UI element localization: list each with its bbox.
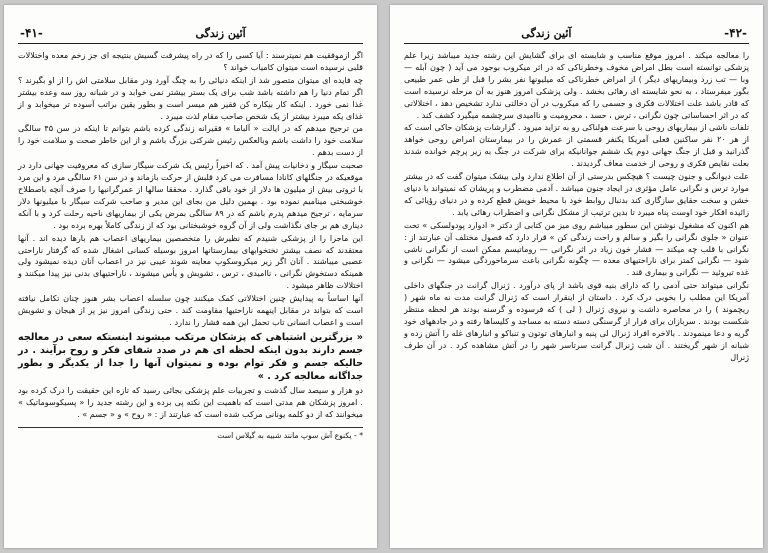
right-paragraph: نگرانی میتواند حتی آدمی را که دارای بنیه قوی باشد از پای درآورد . ژنرال گرانت در جنگهای داخلی آمریکا این مطلب را بخوبی درک کرد . داستان از اینقرار است که ژنرال گرانت مدت نه ماه شهر ( ریچموند ) را در محاصره داشت و نیروی ژنرال ( لی ) که فرسوده و گرسنه بودند هر لحظه منتظر شکست بودند . سربازان برای فرار از گرسنگی دسته دسته به مساجد و کلیساها رفته و در جادههای خود گریه و دعا مینمودند . بالاخره افراد ژنرال لی پنبه و انبارهای توتون و تنباکو و انبارهای غله را آتش زده و شبانه از شهر گریختند . آن شب ژنرال گرانت سرتاسر شهر را در آتش مشاهده کرد . در آن طرف ژنرال	[404, 280, 749, 362]
left-paragraph: من ترجیح میدهم که در ایالت « آلباما » فقیرانه زندگی کرده باشم بتوانم تا اینکه در سن ۴۵ سالگی سلامت خود را داشت باشم وبالعکس رئیس شرکتی بزرگ باشم و از این خاطر صحت و سلامت خود را از دست بدهم .	[18, 123, 363, 158]
left-paragraph: این ماجرا را از پزشکی شنیدم که نظیرش را متخصصین بیماریهای اعصاب هم بارها دیده اند . آنها معتقدند که نصف بیشتر تختخوابهای بیمارستانها امروز بوسیله کسانی اشغال شده که گرفتار ناراحتی عصبی میباشند . آنان اگر زیر میکروسکوپ معاینه شوند عیبی نیز در اعصاب آنان دیده نمیشود ولی همینکه دستخوش نگرانی ، ناامیدی ، ترس ، تشویش و یأس میشوند ، ناراحتیهای بدنی نیز پیدا میکنند و اختلالات ظاهر میشود .	[18, 232, 363, 291]
left-paragraph: صحبت سیگار و دخانیات پیش آمد . که اخیراً رئیس یک شرکت سیگار سازی که معروفیت جهانی دارد در موقعیکه در جنگلهای کانادا مسافرت می کرد قلبش از حرکت بازماند و در سن ۶۱ سالگی مرد و این مرد با ثروتی بیش از میلیون ها دلار از خود باقی گذارد . محققا سالها از عمرگرانبها را صرف آنچه باصطلاح خوشبختی مینامیم نموده بود . بهمین دلیل من بجای این مدیر و صاحب شرکت سیگار با میلیونها دلار سرمایه ، ترجیح میدهم پدرم باشم که در ۸۹ سالگی بمرض یکی از بیماریهای ناحیه رحلت کرد و با آنکه دیناری هم بر جای نگذاشت ولی از آن گروه خوشبختانی بود که از زندگی کاملاً بهره برده بود .	[18, 160, 363, 230]
right-page-body	[404, 50, 749, 364]
left-footnote: * - یکنوع آش سوپ مانند شبیه به گیلاس است	[217, 430, 363, 440]
right-paragraph: تلفات ناشی از بیماریهای روحی با سرعت هولناکی رو به تزاید میرود . گزارشات پزشکان حاکی است که از هر ۲۰ نفر ساکنین فعلی آمریکا یکنفر قسمتی از عمرش را در بیمارستان امراض روحی خواهد گذرانید و قبل از جنگ جهانی دوم یک ششم جوانانیکه برای شرکت در جنگ به زیر پرچم خوانده شدند بعلت نقایص فکری و روحی از خدمت معاف گردیدند .	[404, 122, 749, 169]
left-page-number: -۴۱-	[20, 26, 43, 40]
right-running-title: آئین زندگی	[521, 27, 572, 40]
right-page-content	[404, 25, 749, 538]
footnote-rule	[18, 427, 363, 428]
left-paragraph: چه فایده ای میتوان متصور شد از اینکه دنیائی را به چنگ آورد ودر مقابل سلامتی اش را از او بگیرند ؟ اگر تمام دنیا را هم داشته باشد شب برای یک بستر بیشتر نمی خوابد و در شبانه روز سه وعده بیشتر غذا نمی خورد . اینکه کار بیکاره کن فقیر هم میسر است و بطور یقین براتب آسوده تر میخوابد و از غذای یکه میبرد بیشتر از یک شخص صاحب مقام لذت میبرد .	[18, 74, 363, 121]
right-paragraph: علت دیوانگی و جنون چیست ؟ هیچکس بدرستی از آن اطلاع ندارد ولی بیشک میتوان گفت که در بیشتر موارد ترس و نگرانی عامل مؤثری در ایجاد جنون میباشد . آدمی مضطرب و پریشان که نمیتواند با دنیای خشن و سخت حقایق سازگاری کند بدنبال روابط خود با محیط خویش قطع کرده و در دنیای رؤیائی که زائیده افکار خود اوست پناه میبرد تا بدین ترتیب از مشکل نگرانی و اضطراب رهائی یابد .	[404, 171, 749, 217]
left-paragraph: اگر ازموفقیت هم نمیترسند : آیا کسی را که در راه پیشرفت گسیش بنتیجه ای جز زخم معده واختلالات قلبی نرسیده است میتوان کامیاب خواند ؟	[18, 50, 363, 72]
left-page-header	[18, 25, 363, 44]
left-bold-quote: « بزرگترین اشتباهی که پزشکان مرتکب میشوند اینستکه سعی در معالجه جسم دارند بدون اینکه لحظه ای هم در صدد شفای فکر و روح برآیند . در حالیکه جسم و فکر توام بوده و نمیتوان آنها را جدا از یکدیگر و بطور جداگانه معالجه کرد . »	[18, 331, 363, 382]
right-page-number: -۴۲-	[724, 26, 747, 40]
right-paragraph: را معالجه میکند . امروز موقع مناسب و شایسته ای برای گشایش این رشته جدید میباشد زیرا علم پزشکی توانسته است بطل امراض مخوف وخطرناکی که در اثر میکروب بوجود می آید ( چون آبله — وبا — تب زرد وبیماریهای دیگر ) از امراض خطرناکی که میلیونها نفر بشر را قبل از طی عمر طبیعی بگور میفرستاد ، به نحو شایسته ای رهائی بخشد . ولی پزشکی امروز هنوز به آن مرحله نرسیده است که قادر باشد علت اختلالات فکری و جسمی را که میکروب در آن دخالتی ندارد تشخیص دهد ، اختلالاتی که در اثر احساساتی چون نگرانی ، ترس ، حسد ، محرومیت و ناامیدی سرچشمه میگیرد کشف کند .	[404, 50, 749, 120]
left-paragraph: آنها اساساً به پیدایش چنین اختلالاتی کمک میکنند چون سلسله اعصاب بشر هنوز چنان تکامل نیافته است که بتواند در مقابل اینهمه ناراحتیها مقاومت کند . حتی زندگی امروز نیز پر از هیجان و تشویش است و اعصاب انسانی تاب تحمل این همه فشار را ندارد .	[18, 293, 363, 327]
left-running-title: آئین زندگی	[195, 27, 246, 40]
left-page	[4, 5, 377, 548]
right-page	[390, 5, 763, 548]
left-page-content	[18, 25, 363, 538]
right-page-header	[404, 25, 749, 44]
right-paragraph: هم اکنون که مشغول نوشتن این سطور میباشم روی میز من کتابی از دکتر « ادوارد پودولسکی » تحت عنوان « جلوی نگرانی را بگیر و سالم و راحت زندگی کن » قرار دارد که فصول مختلف آن عبارتند از : نگرانی با قلب چه میکند — فشار خون زیاد در اثر نگرانی — روماتیسم ممکن است از نگرانی ناشی شود — نگرانی کمتر برای ناراحتیهای معده — چگونه نگرانی باعث سرماخوردگی میشود — نگرانی و غده تیروئید — نگرانی و بیماری قند .	[404, 219, 749, 278]
left-paragraph: دو هزار و سیصد سال گذشت و تجربیات علم پزشکی بجائی رسید که تازه این حقیقت را درک کرده بود . امروز پزشکان هم مدتی است که باهمیت این نکته پی برده و این رشته جدید را « پسیکوسوماتیک » میخوانند که از دو کلمه یونانی مرکب شده است که عبارتند از : « روح » و « جسم » .	[18, 384, 363, 419]
left-page-body	[18, 50, 363, 441]
